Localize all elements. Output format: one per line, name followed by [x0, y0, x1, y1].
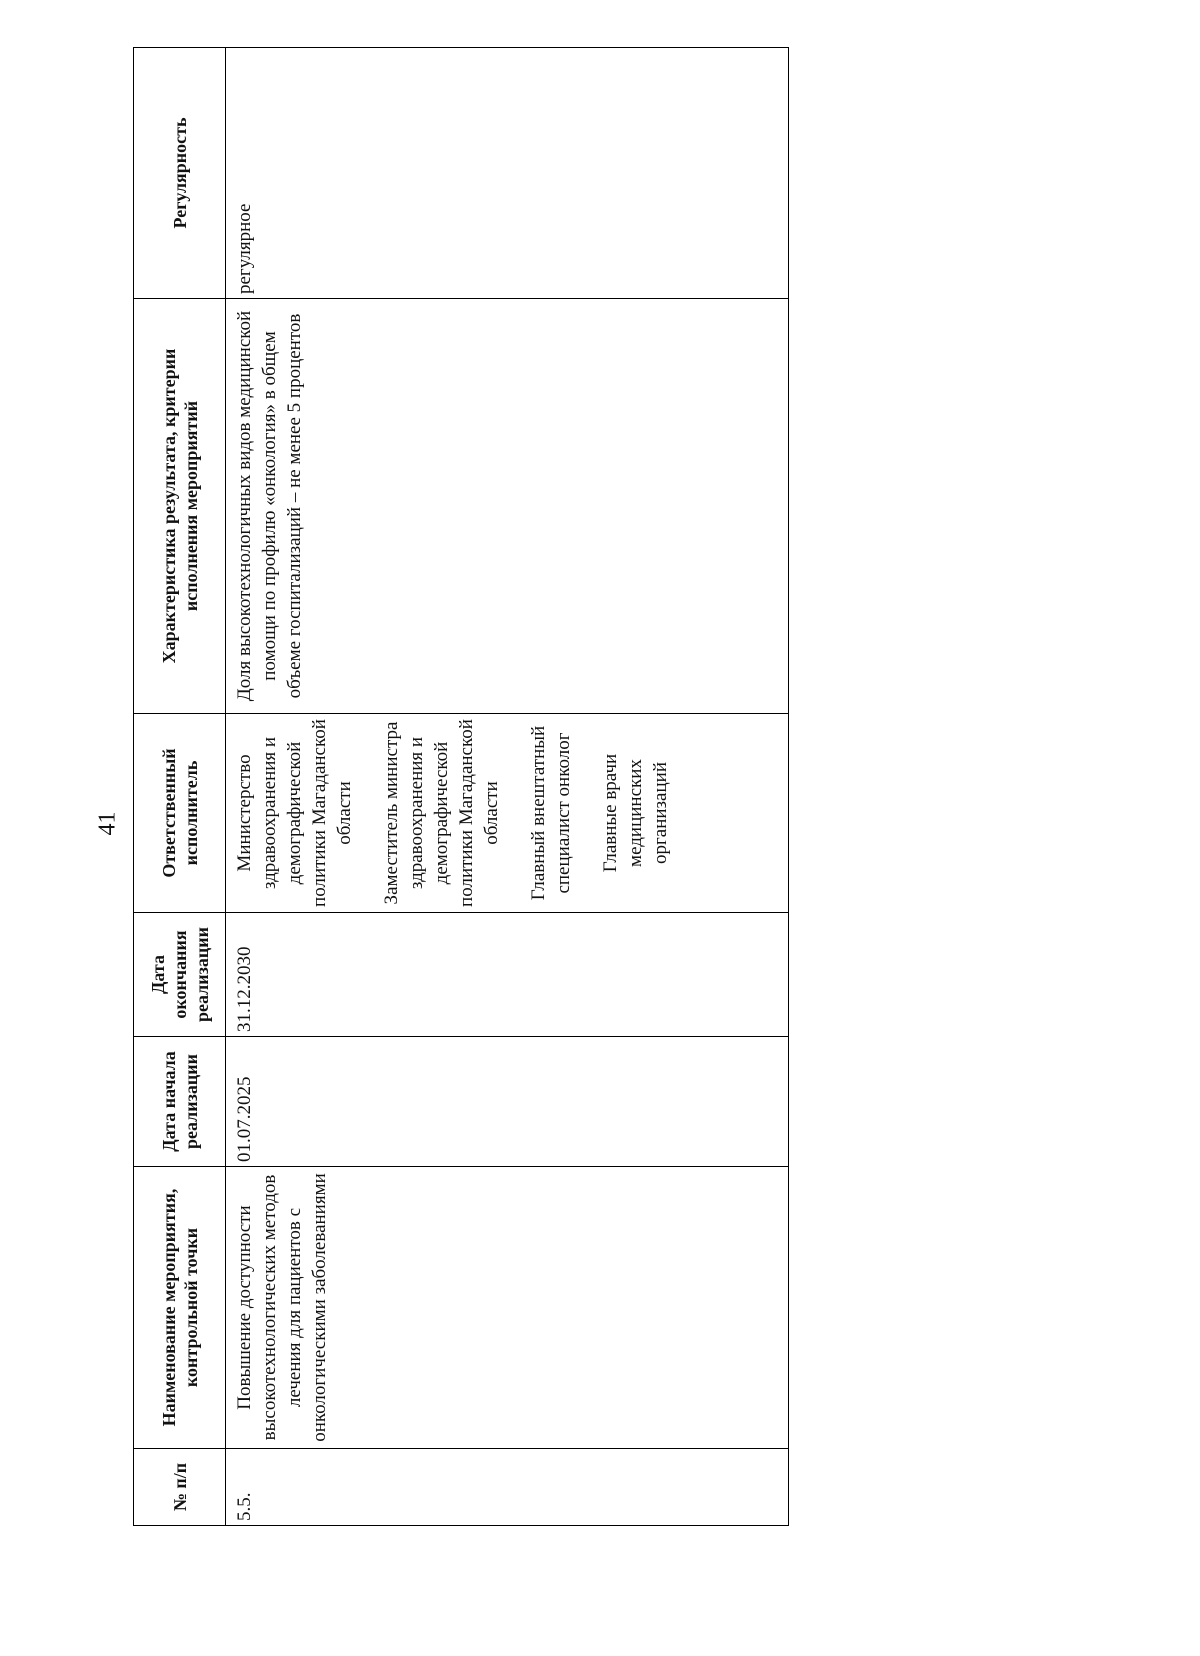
activities-table [133, 47, 789, 1526]
responsible-deputy-minister: Заместитель министра здравоохранения и демографической политики Магаданской области [381, 719, 502, 907]
header-responsible: Ответственный исполнитель [134, 714, 226, 913]
header-start-date: Дата начала реализации [134, 1037, 226, 1167]
header-name: Наименование мероприятия, контрольной точки [134, 1167, 226, 1449]
responsible-ministry: Министерство здравоохранения и демографической политики Магаданской области [234, 719, 355, 907]
header-result: Характеристика результата, критерии исполнения мероприятий [134, 299, 226, 714]
header-end-date: Дата окончания реализации [134, 913, 226, 1037]
row-responsible [226, 714, 789, 913]
table-row [226, 48, 789, 1526]
row-num: 5.5. [226, 1449, 789, 1526]
page-number: 41 [94, 811, 121, 836]
row-regularity: регулярное [226, 48, 789, 299]
header-num: № п/п [134, 1449, 226, 1526]
row-name: Повышение доступности высокотехнологических методов лечения для пациентов с онкологическими заболеваниями [226, 1167, 789, 1449]
table-container [133, 48, 789, 1526]
row-start-date: 01.07.2025 [226, 1037, 789, 1167]
header-regularity: Регулярность [134, 48, 226, 299]
header-row [134, 48, 226, 1526]
responsible-chief-oncologist: Главный внештатный специалист онколог [528, 725, 574, 901]
row-end-date: 31.12.2030 [226, 913, 789, 1037]
row-result: Доля высокотехнологичных видов медицинской помощи по профилю «онкология» в общем объеме госпитализаций – не менее 5 процентов [226, 299, 789, 714]
responsible-chief-doctors: Главные врачи медицинских организаций [600, 753, 671, 873]
